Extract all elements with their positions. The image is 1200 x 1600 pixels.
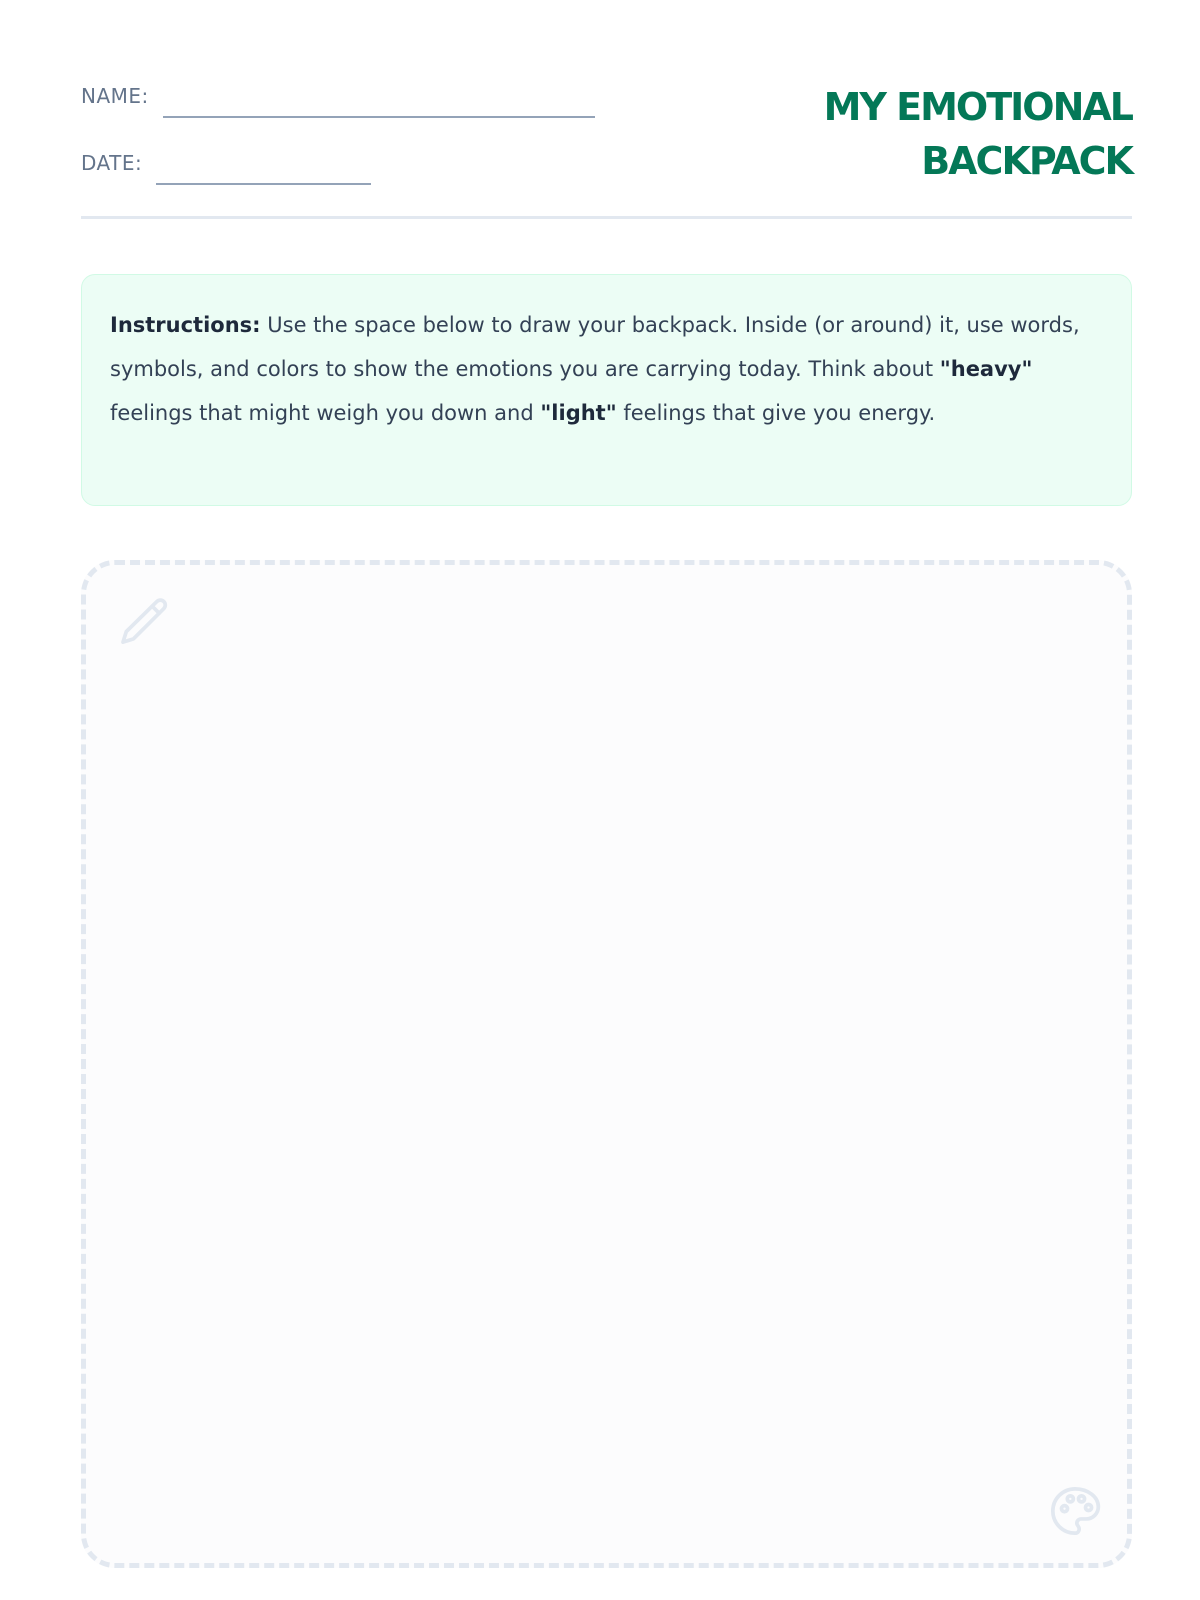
instructions-heavy: "heavy" xyxy=(939,357,1033,381)
worksheet-header xyxy=(81,0,1132,219)
page-title-line-2: BACKPACK xyxy=(921,139,1132,183)
name-field[interactable] xyxy=(81,84,595,108)
instructions-text-3: feelings that give you energy. xyxy=(616,401,936,425)
instructions-text-1: Use the space below to draw your backpack. Inside (or around) it, use words, symbols, and colors to show the emotions you are carrying today. Think about xyxy=(110,313,1080,381)
instructions-lead: Instructions: xyxy=(110,313,261,337)
pencil-icon xyxy=(116,595,172,651)
name-label: NAME: xyxy=(81,84,149,108)
instructions-text-2: feelings that might weigh you down and xyxy=(110,401,541,425)
date-input-line[interactable] xyxy=(156,183,371,185)
header-divider xyxy=(81,216,1132,219)
date-field[interactable] xyxy=(81,151,371,175)
instructions-box xyxy=(81,274,1132,506)
instructions-light: "light" xyxy=(540,401,617,425)
page-title xyxy=(772,80,1132,188)
palette-icon xyxy=(1047,1483,1103,1539)
drawing-area[interactable] xyxy=(81,560,1132,1568)
page-title-line-1: MY EMOTIONAL xyxy=(823,85,1132,129)
date-label: DATE: xyxy=(81,151,143,175)
name-input-line[interactable] xyxy=(163,116,595,118)
